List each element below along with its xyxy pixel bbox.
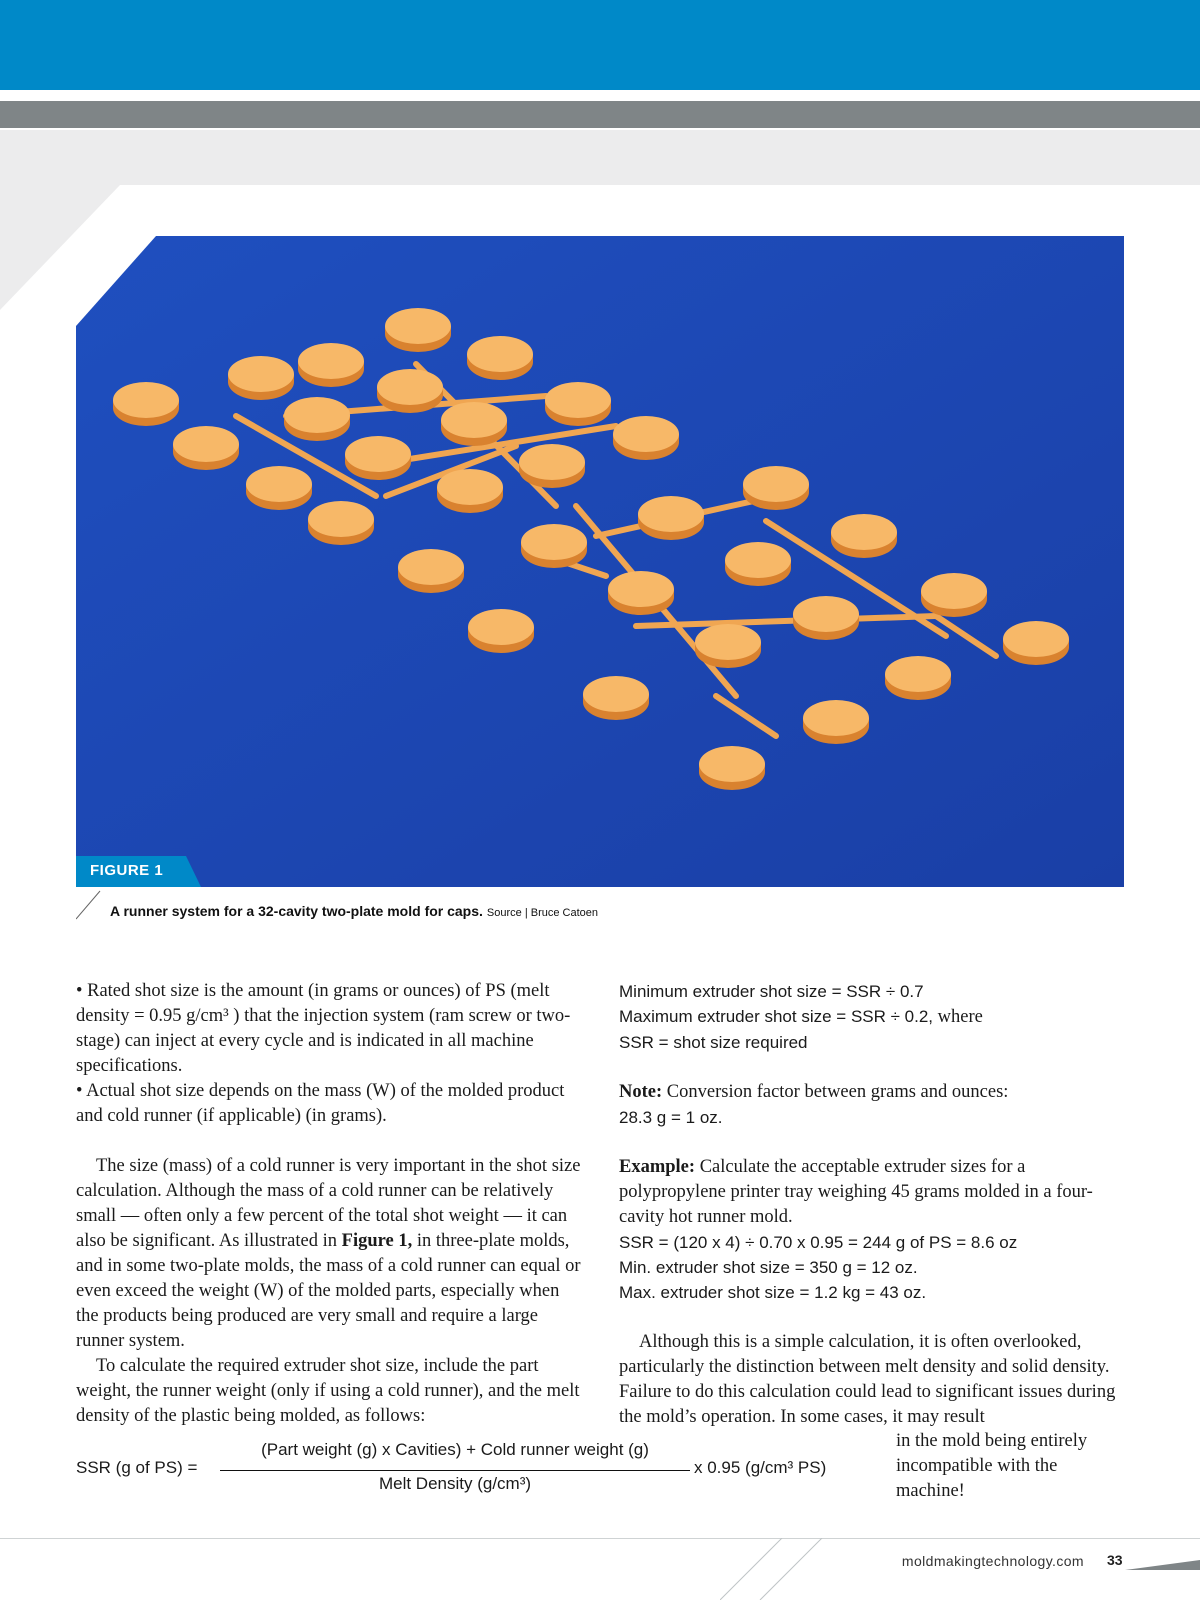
calc-max: Max. extruder shot size = 1.2 kg = 43 oz. xyxy=(619,1283,927,1302)
note-line xyxy=(619,1080,1129,1105)
caption-slash-mark xyxy=(76,889,102,921)
page-number: 33 xyxy=(1107,1552,1123,1568)
left-column xyxy=(76,979,586,1429)
example-label: Example: xyxy=(619,1157,696,1177)
footer-url: moldmakingtechnology.com xyxy=(901,1553,1084,1569)
note-label: Note: xyxy=(619,1082,663,1102)
paragraph-calculate: To calculate the required extruder shot size, include the part weight, the runner weight (only if using a cold runner), and the melt density of the plastic being molded, as follows: xyxy=(76,1356,580,1426)
note-text: Conversion factor between grams and ounces: xyxy=(662,1082,1009,1102)
formula-multiplier: x 0.95 (g/cm³ PS) xyxy=(694,1458,827,1477)
calc-min: Min. extruder shot size = 350 g = 12 oz. xyxy=(619,1258,918,1277)
formula-denominator: Melt Density (g/cm³) xyxy=(378,1474,532,1493)
para-text: in three-plate molds, and in some two-plate molds, the mass of a cold runner can equal or even exceed the weight (W) of the molded parts, especially when the products being produced are very small and require a large runner system. xyxy=(76,1231,581,1351)
caption-text: A runner system for a 32-cavity two-plate mold for caps. xyxy=(110,903,483,919)
para-text: The size (mass) of a cold runner is very important in the shot size calculation. Although the mass of a cold runner can be relatively small — often only a few percent of the total shot weight — it can also be significant. As illustrated in xyxy=(76,1156,581,1251)
footer-decoration xyxy=(720,1538,1200,1600)
max-line-text: Maximum extruder shot size = SSR ÷ 0.2, xyxy=(619,1007,934,1026)
figure-label: FIGURE 1 xyxy=(90,862,164,879)
conversion-line: 28.3 g = 1 oz. xyxy=(619,1108,723,1127)
figure-reference: Figure 1, xyxy=(341,1231,413,1251)
fraction-bar xyxy=(220,1470,690,1471)
example-paragraph xyxy=(619,1155,1129,1230)
where-text: where xyxy=(933,1007,983,1027)
figure-caption xyxy=(110,903,598,919)
example-text: Calculate the acceptable extruder sizes for a polypropylene printer tray weighing 45 grams molded in a four-cavity hot runner mold. xyxy=(619,1157,1093,1227)
paragraph-cold-runner xyxy=(76,1154,586,1354)
calc-ssr: SSR = (120 x 4) ÷ 0.70 x 0.95 = 244 g of PS = 8.6 oz xyxy=(619,1233,1018,1252)
figure-1-photo xyxy=(76,236,1124,887)
closing-paragraph: Although this is a simple calculation, it is often overlooked, particularly the distinction between melt density and solid density. Failure to do this calculation could lead to significant issues during the mold’s operation. In some cases, it may result xyxy=(619,1332,1116,1427)
formula-numerator: (Part weight (g) x Cavities) + Cold runner weight (g) xyxy=(261,1440,649,1459)
bullet-rated-shot-size: • Rated shot size is the amount (in grams or ounces) of PS (melt density = 0.95 g/cm³ ) that the injection system (ram screw or two-stage) can inject at every cycle and is indicated in all machine specifications. xyxy=(76,981,571,1076)
formula-lhs: SSR (g of PS) = xyxy=(76,1458,198,1477)
min-shot-size-line: Minimum extruder shot size = SSR ÷ 0.7 xyxy=(619,982,924,1001)
ssr-definition: SSR = shot size required xyxy=(619,1033,808,1052)
right-column xyxy=(619,979,1129,1430)
bullet-actual-shot-size: • Actual shot size depends on the mass (W) of the molded product and cold runner (if applicable) (in grams). xyxy=(76,1081,565,1126)
max-shot-size-line xyxy=(619,1004,1129,1030)
closing-paragraph-continued: in the mold being entirely incompatible with the machine! xyxy=(896,1431,1088,1501)
caption-source: Source | Bruce Catoen xyxy=(486,907,599,919)
